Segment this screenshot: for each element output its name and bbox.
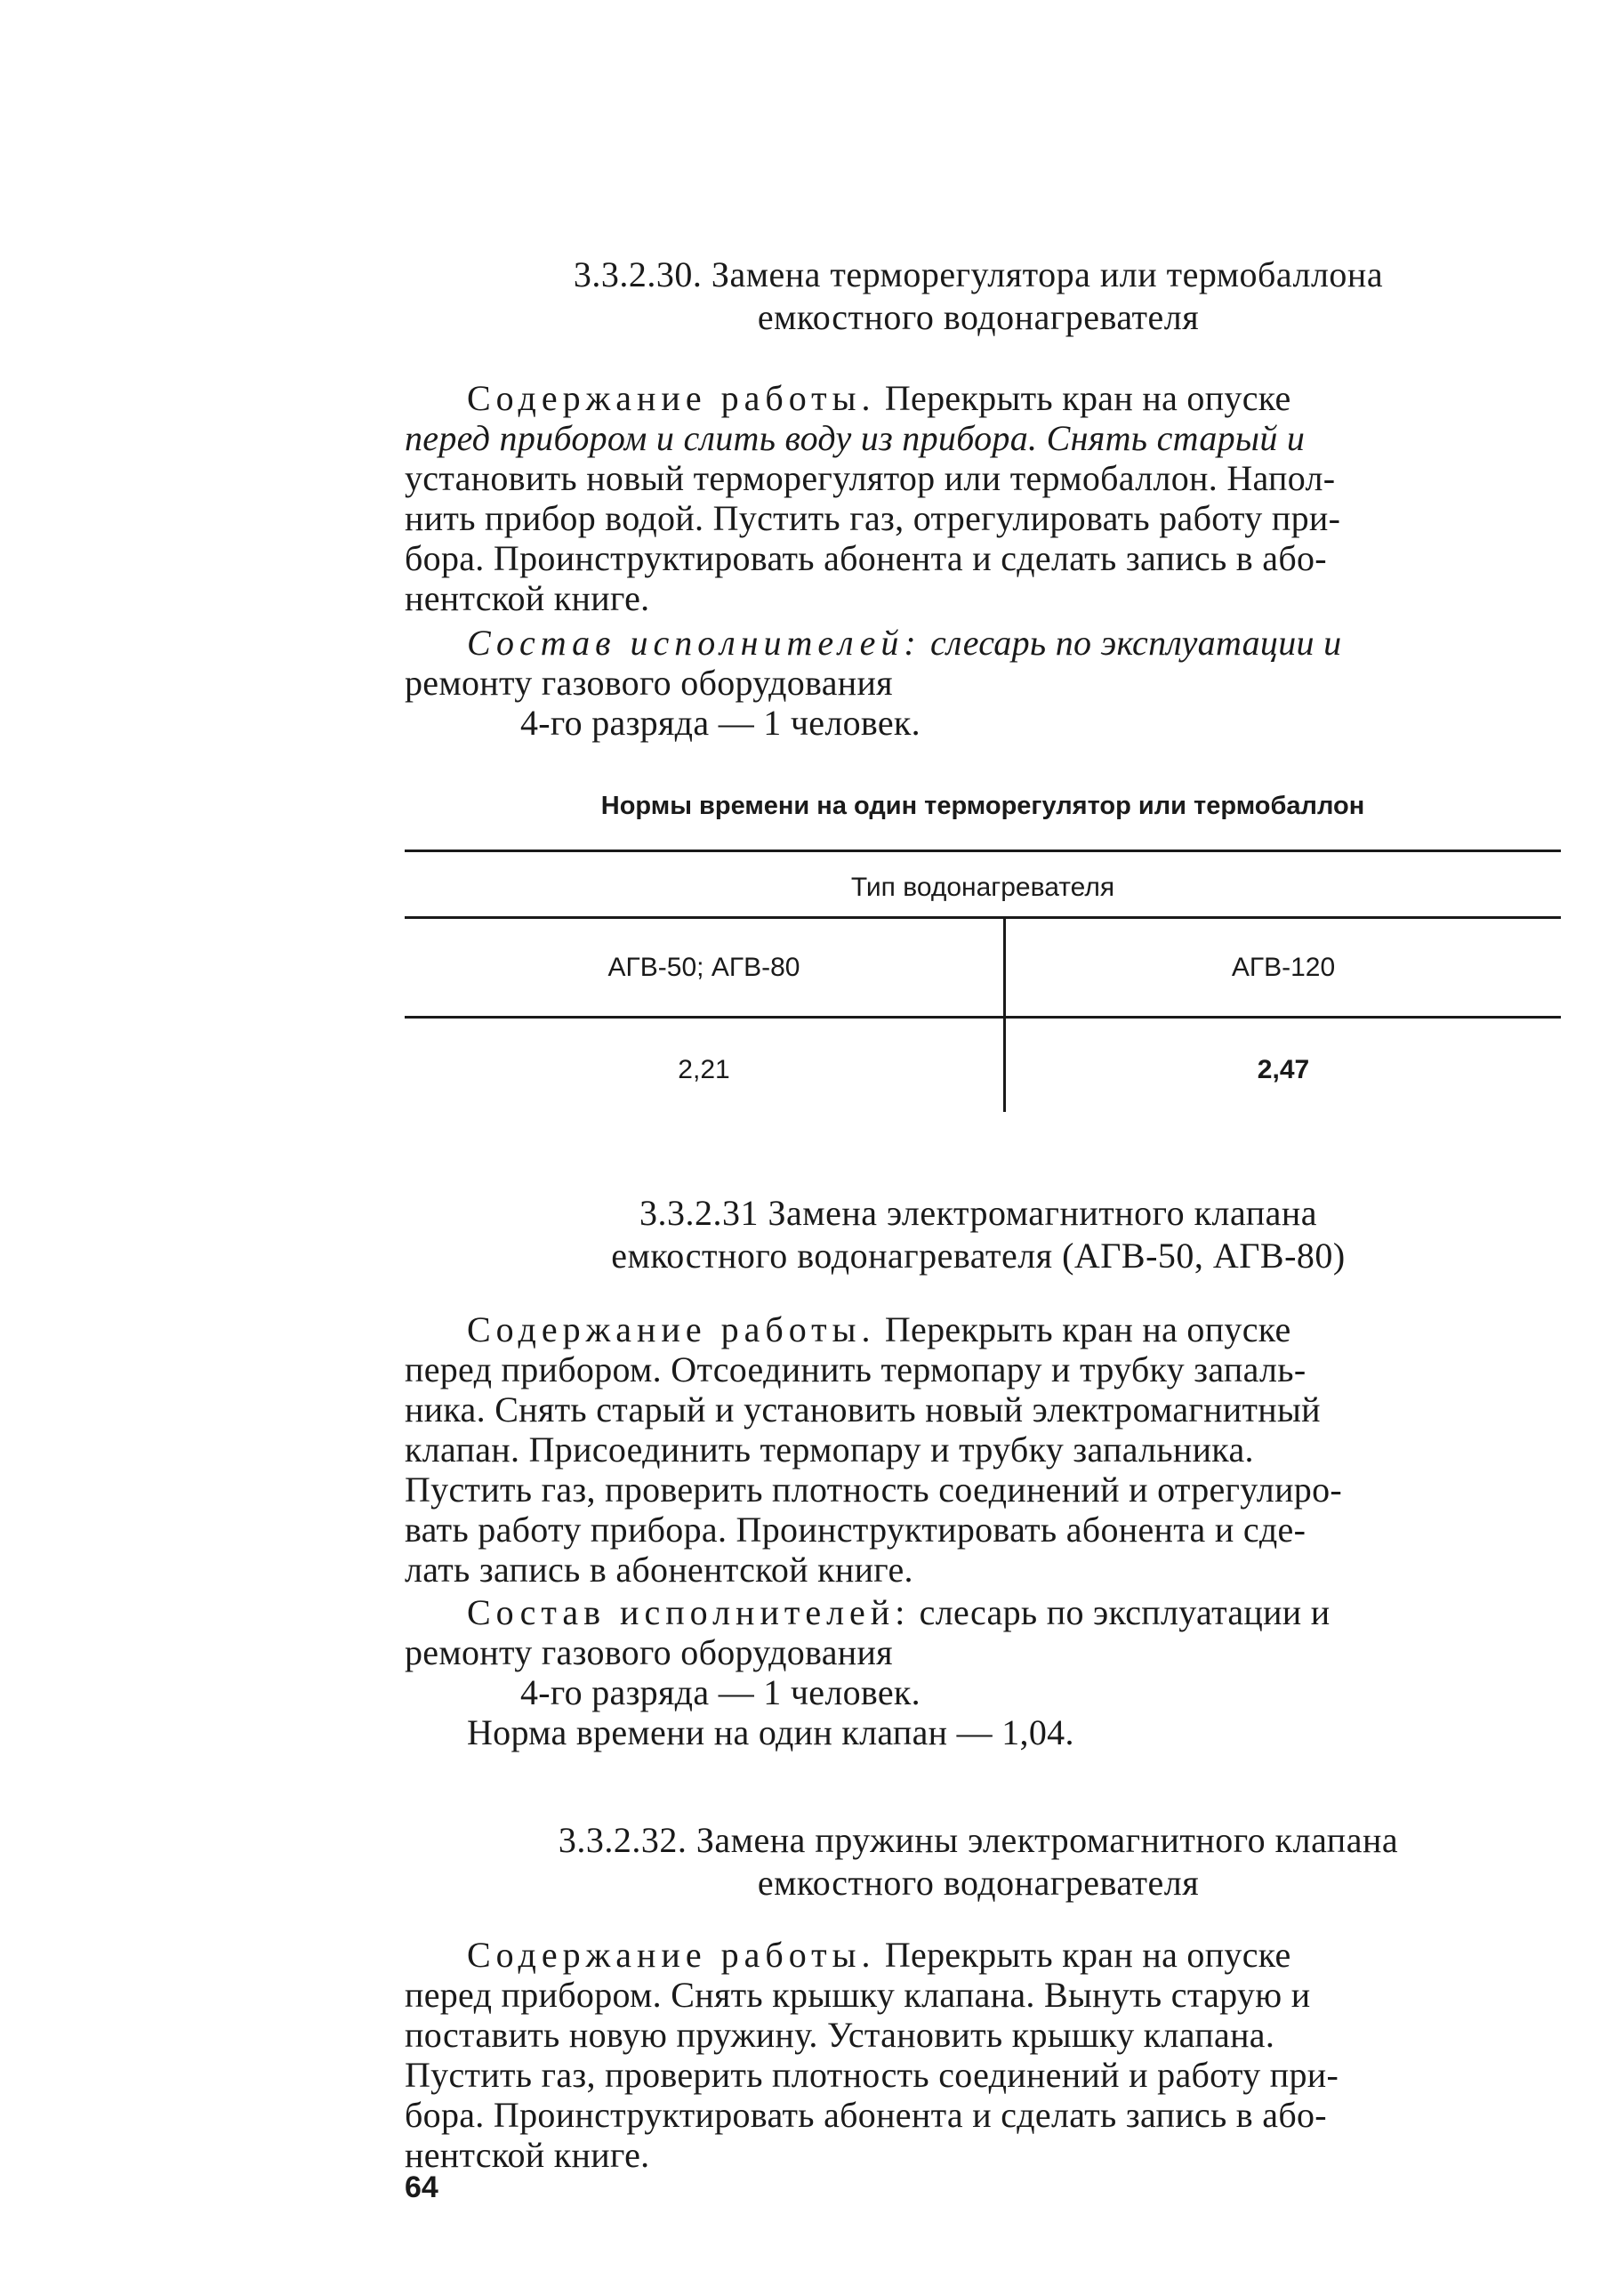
staff-text: слесарь по эксплуатации и [929,623,1342,663]
section-32-heading [400,1819,1556,1904]
table-caption: Нормы времени на один терморегулятор или термобаллон [600,792,1365,820]
content-text: Перекрыть кран на опуске [884,1935,1291,1975]
table-header-rule [405,916,1561,919]
table-header: Тип водонагревателя [850,873,1115,902]
content-text: поставить новую пружину. Установить крышку клапана. [405,2015,1275,2055]
time-norm: Норма времени на один клапан — 1,04. [467,1712,1074,1752]
section-30-staff [405,623,1561,743]
staff-text: ремонту газового оборудования [405,1632,893,1672]
section-32-heading-line-1: 3.3.2.32. Замена пружины электромагнитного клапана [558,1820,1399,1860]
section-30-heading-line-2: емкостного водонагревателя [757,297,1200,337]
staff-label: Состав исполнителей: [467,1592,911,1632]
content-text: ника. Снять старый и установить новый электромагнитный [405,1389,1321,1429]
content-text: нить прибор водой. Пустить газ, отрегулировать работу при- [405,498,1341,538]
section-31-staff [405,1592,1561,1752]
table-column-header: АГВ-50; АГВ-80 [607,953,800,982]
staff-text: ремонту газового оборудования [405,663,893,703]
section-30-heading-line-1: 3.3.2.30. Замена терморегулятора или термобаллона [573,254,1384,294]
content-text: перед прибором. Снять крышку клапана. Вынуть старую и [405,1975,1311,2015]
section-32-content [405,1935,1561,2175]
table-top-rule [405,850,1561,852]
content-text: вать работу прибора. Проинструктировать абонента и сде- [405,1510,1306,1550]
section-31-heading-line-1: 3.3.2.31 Замена электромагнитного клапана [639,1193,1318,1233]
table-cell: 2,21 [678,1055,730,1084]
content-text: установить новый терморегулятор или термобаллон. Напол- [405,458,1336,498]
content-text: лать запись в абонентской книге. [405,1550,913,1590]
content-text: Перекрыть кран на опуске [884,1309,1291,1349]
content-text: бора. Проинструктировать абонента и сделать запись в або- [405,538,1327,578]
content-text: перед прибором. Отсоединить термопару и трубку запаль- [405,1349,1306,1389]
section-30-content [405,378,1561,618]
staff-text: 4-го разряда — 1 человек. [520,703,921,743]
content-text: Пустить газ, проверить плотность соединений и отрегулиро- [405,1470,1342,1510]
content-label: Содержание работы. [467,1935,876,1975]
content-text: клапан. Присоединить термопару и трубку запальника. [405,1429,1254,1470]
staff-text: 4-го разряда — 1 человек. [520,1672,921,1712]
section-32-heading-line-2: емкостного водонагревателя [757,1863,1200,1903]
content-label: Содержание работы. [467,378,876,418]
content-text: нентской книге. [405,578,650,618]
section-31-heading [400,1192,1556,1277]
content-text: перед прибором и слить воду из прибора. Снять старый и [405,418,1306,458]
section-31-heading-line-2: емкостного водонагревателя (АГВ-50, АГВ-80) [611,1236,1346,1276]
content-text: Перекрыть кран на опуске [884,378,1291,418]
section-31-content [405,1309,1561,1590]
content-text: бора. Проинструктировать абонента и сделать запись в або- [405,2095,1327,2135]
page-number: 64 [405,2170,438,2204]
staff-label: Состав исполнителей: [467,623,921,663]
content-text: Пустить газ, проверить плотность соединений и работу при- [405,2055,1339,2095]
table-cell: 2,47 [1257,1055,1310,1084]
section-30-heading [400,254,1556,339]
table-body-rule [405,1016,1561,1019]
table-column-header: АГВ-120 [1231,953,1336,982]
content-label: Содержание работы. [467,1309,876,1349]
staff-text: слесарь по эксплуатации и [919,1592,1331,1632]
content-text: нентской книге. [405,2135,650,2175]
